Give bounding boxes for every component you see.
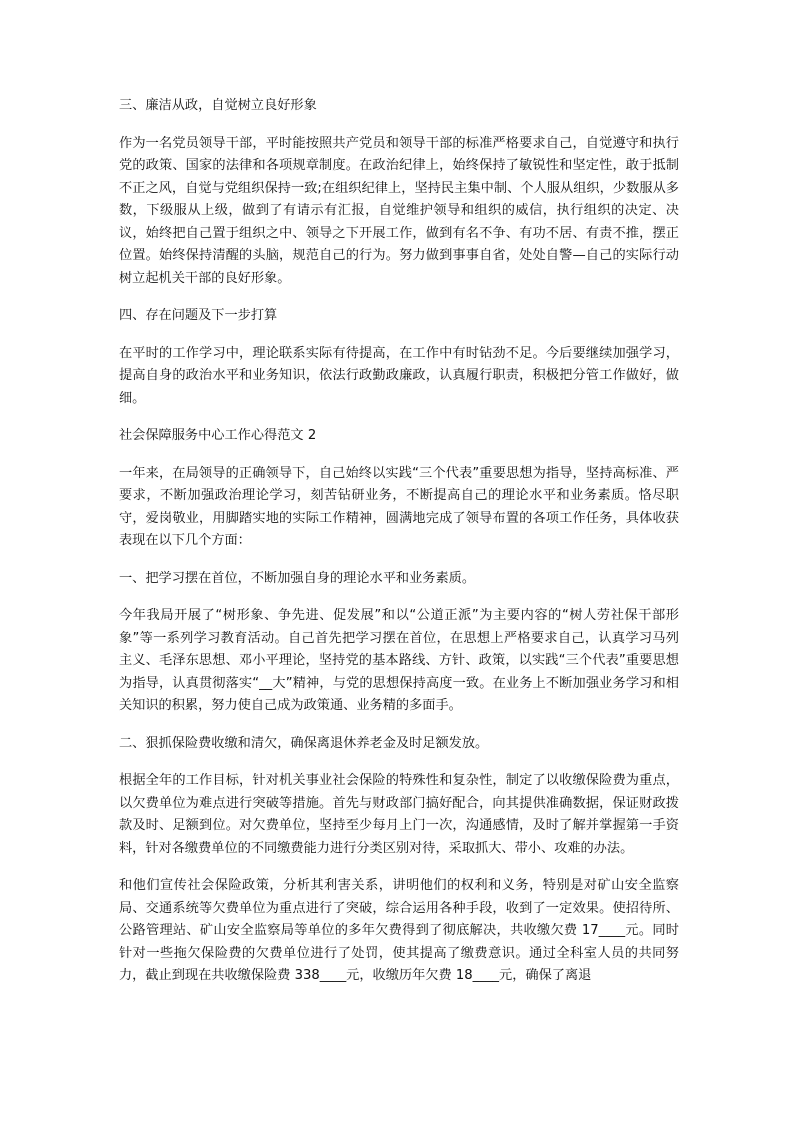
section-heading-integrity: 三、廉洁从政，自觉树立良好形象: [119, 98, 317, 113]
section-heading-insurance: 二、狠抓保险费收缴和清欠，确保离退休养老金及时足额发放。: [119, 735, 489, 751]
essay-title-2: 社会保障服务中心工作心得范文 2: [119, 428, 317, 443]
paragraph-problems: 在平时的工作学习中，理论联系实际有待提高，在工作中有时钻劲不足。今后要继续加强学习，提高自身的政治水平和业务知识，依法行政勤政廉政，认真履行职责，积极把分管工作做好，做细。: [119, 345, 679, 406]
paragraph-intro: 一年来，在局领导的正确领导下，自己始终以实践“三个代表”重要思想为指导，坚持高标准、严要求，不断加强政治理论学习，刻苦钻研业务，不断提高自己的理论水平和业务素质。恪尽职守，爱岗敬业，用脚踏实地的实际工作精神，圆满地完成了领导布置的各项工作任务，具体收获表现在以下几个方面：: [119, 465, 679, 548]
paragraph-integrity: 作为一名党员领导干部，平时能按照共产党员和领导干部的标准严格要求自己，自觉遵守和执行党的政策、国家的法律和各项规章制度。在政治纪律上，始终保持了敏锐性和坚定性，敢于抵制不正之风，自觉与党组织保持一致;在组织纪律上，坚持民主集中制、个人服从组织，少数服从多数，下级服从上级，做到了有请示有汇报，自觉维护领导和组织的威信，执行组织的决定、决议，始终把自己置于组织之中、领导之下开展工作，做到有名不争、有功不居、有责不推，摆正位置。始终保持清醒的头脑，规范自己的行为。努力做到事事自省，处处自警—自己的实际行动树立起机关干部的良好形象。: [119, 135, 679, 286]
document-page: [119, 95, 679, 988]
paragraph-study: 今年我局开展了“树形象、争先进、促发展”和以“公道正派”为主要内容的“树人劳社保干部形象”等一系列学习教育活动。自己首先把学习摆在首位，在思想上严格要求自己，认真学习马列主义、毛泽东思想、邓小平理论，坚持党的基本路线、方针、政策，以实践“三个代表”重要思想为指导，认真贯彻落实“__大”精神，与党的思想保持高度一致。在业务上不断加强业务学习和相关知识的积累，努力使自己成为政策通、业务精的多面手。: [119, 608, 679, 713]
paragraph-insurance-results: 和他们宣传社会保险政策，分析其利害关系，讲明他们的权利和义务，特别是对矿山安全监察局、交通系统等欠费单位为重点进行了突破，综合运用各种手段，收到了一定效果。使招待所、公路管理站、矿山安全监察局等单位的多年欠费得到了彻底解决，共收缴欠费 17____元。同时针对一些拖欠保险费的欠费单位进行了处罚，使其提高了缴费意识。通过全科室人员的共同努力，截止到现在共收缴保险费 338____元，收缴历年欠费 18____元，确保了离退: [119, 878, 679, 983]
paragraph-insurance-goals: 根据全年的工作目标，针对机关事业社会保险的特殊性和复杂性，制定了以收缴保险费为重点，以欠费单位为难点进行突破等措施。首先与财政部门搞好配合，向其提供准确数据，保证财政拨款及时、足额到位。对欠费单位，坚持至少每月上门一次，沟通感情，及时了解并掌握第一手资料，针对各缴费单位的不同缴费能力进行分类区别对待，采取抓大、带小、攻难的办法。: [119, 773, 679, 856]
section-heading-study: 一、把学习摆在首位，不断加强自身的理论水平和业务素质。: [119, 570, 476, 586]
section-heading-problems: 四、存在问题及下一步打算: [119, 308, 278, 323]
